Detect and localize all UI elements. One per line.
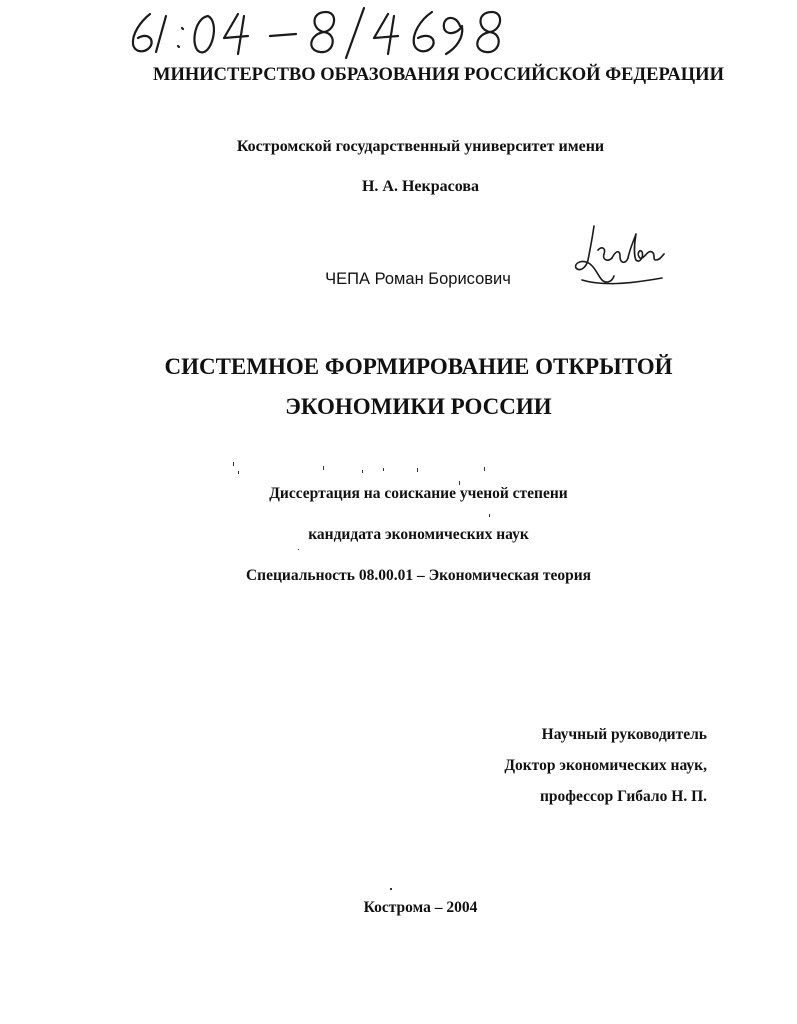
advisor-role: Научный руководитель	[541, 726, 707, 743]
advisor-name: профессор Гибало Н. П.	[540, 788, 707, 805]
university-line-1: Костромской государственный университет имени	[236, 138, 605, 155]
author-name: ЧЕПА Роман Борисович	[325, 270, 511, 288]
city-year-footer: Кострома – 2004	[363, 899, 478, 916]
dissertation-degree-line-1: Диссертация на соискание ученой степени	[269, 485, 568, 502]
dissertation-degree-line-2: кандидата экономических наук	[308, 526, 529, 543]
dissertation-title-line-1: СИСТЕМНОЕ ФОРМИРОВАНИЕ ОТКРЫТОЙ	[164, 354, 673, 379]
author-signature	[572, 220, 668, 296]
archive-code-handwritten	[120, 2, 520, 62]
dissertation-title-line-2: ЭКОНОМИКИ РОССИИ	[285, 394, 552, 419]
advisor-degree: Доктор экономических наук,	[504, 757, 707, 774]
ministry-heading: МИНИСТЕРСТВО ОБРАЗОВАНИЯ РОССИЙСКОЙ ФЕДЕРАЦИИ	[153, 65, 724, 85]
specialty-line: Специальность 08.00.01 – Экономическая теория	[245, 567, 592, 584]
university-line-2: Н. А. Некрасова	[361, 178, 479, 195]
